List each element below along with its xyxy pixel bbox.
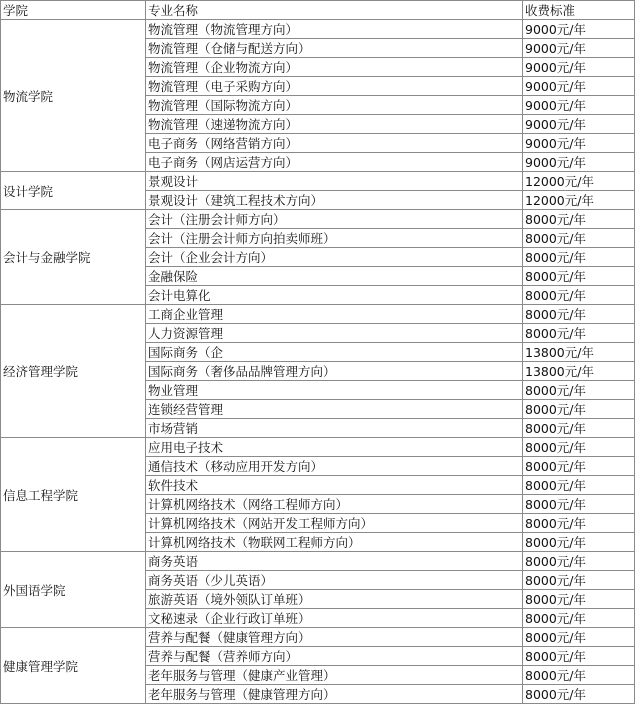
major-cell: 工商企业管理 bbox=[146, 305, 523, 324]
major-cell: 会计（企业会计方向） bbox=[146, 248, 523, 267]
major-cell: 电子商务（网店运营方向） bbox=[146, 153, 523, 172]
fee-cell: 8000元/年 bbox=[523, 590, 635, 609]
fee-cell: 8000元/年 bbox=[523, 305, 635, 324]
table-row bbox=[1, 628, 635, 647]
major-cell: 计算机网络技术（网络工程师方向） bbox=[146, 495, 523, 514]
major-cell: 老年服务与管理（健康管理方向） bbox=[146, 685, 523, 704]
major-cell: 物业管理 bbox=[146, 381, 523, 400]
major-cell: 计算机网络技术（物联网工程师方向） bbox=[146, 533, 523, 552]
major-cell: 老年服务与管理（健康产业管理） bbox=[146, 666, 523, 685]
major-cell: 营养与配餐（健康管理方向） bbox=[146, 628, 523, 647]
major-cell: 物流管理（国际物流方向） bbox=[146, 96, 523, 115]
major-cell: 电子商务（网络营销方向） bbox=[146, 134, 523, 153]
fee-cell: 8000元/年 bbox=[523, 210, 635, 229]
major-cell: 金融保险 bbox=[146, 267, 523, 286]
fee-cell: 12000元/年 bbox=[523, 191, 635, 210]
college-cell: 会计与金融学院 bbox=[1, 210, 146, 305]
table-row bbox=[1, 20, 635, 39]
college-cell: 经济管理学院 bbox=[1, 305, 146, 438]
major-cell: 会计（注册会计师方向） bbox=[146, 210, 523, 229]
fee-cell: 8000元/年 bbox=[523, 552, 635, 571]
major-cell: 软件技术 bbox=[146, 476, 523, 495]
major-cell: 景观设计 bbox=[146, 172, 523, 191]
fee-cell: 13800元/年 bbox=[523, 362, 635, 381]
fee-cell: 8000元/年 bbox=[523, 628, 635, 647]
fee-cell: 8000元/年 bbox=[523, 609, 635, 628]
major-cell: 市场营销 bbox=[146, 419, 523, 438]
major-cell: 营养与配餐（营养师方向） bbox=[146, 647, 523, 666]
table-row bbox=[1, 172, 635, 191]
fee-cell: 8000元/年 bbox=[523, 495, 635, 514]
fee-cell: 9000元/年 bbox=[523, 77, 635, 96]
fee-cell: 8000元/年 bbox=[523, 229, 635, 248]
header-college: 学院 bbox=[1, 1, 146, 20]
major-cell: 物流管理（电子采购方向） bbox=[146, 77, 523, 96]
fee-cell: 8000元/年 bbox=[523, 400, 635, 419]
major-cell: 物流管理（企业物流方向） bbox=[146, 58, 523, 77]
header-fee: 收费标准 bbox=[523, 1, 635, 20]
fee-cell: 8000元/年 bbox=[523, 438, 635, 457]
fee-cell: 12000元/年 bbox=[523, 172, 635, 191]
major-cell: 人力资源管理 bbox=[146, 324, 523, 343]
college-cell: 健康管理学院 bbox=[1, 628, 146, 704]
fee-cell: 9000元/年 bbox=[523, 39, 635, 58]
major-cell: 国际商务（企 bbox=[146, 343, 523, 362]
header-major: 专业名称 bbox=[146, 1, 523, 20]
table-row bbox=[1, 305, 635, 324]
table-row bbox=[1, 438, 635, 457]
major-cell: 景观设计（建筑工程技术方向） bbox=[146, 191, 523, 210]
fee-cell: 9000元/年 bbox=[523, 153, 635, 172]
fee-cell: 8000元/年 bbox=[523, 533, 635, 552]
fee-cell: 8000元/年 bbox=[523, 457, 635, 476]
table-body bbox=[1, 20, 635, 704]
table-row bbox=[1, 552, 635, 571]
fee-cell: 8000元/年 bbox=[523, 324, 635, 343]
major-cell: 商务英语 bbox=[146, 552, 523, 571]
college-cell: 外国语学院 bbox=[1, 552, 146, 628]
major-cell: 文秘速录（企业行政订单班） bbox=[146, 609, 523, 628]
fee-cell: 8000元/年 bbox=[523, 381, 635, 400]
fee-cell: 9000元/年 bbox=[523, 20, 635, 39]
fee-cell: 8000元/年 bbox=[523, 571, 635, 590]
major-cell: 物流管理（物流管理方向） bbox=[146, 20, 523, 39]
fee-cell: 9000元/年 bbox=[523, 58, 635, 77]
major-cell: 商务英语（少儿英语） bbox=[146, 571, 523, 590]
fee-cell: 8000元/年 bbox=[523, 267, 635, 286]
fee-cell: 8000元/年 bbox=[523, 419, 635, 438]
major-cell: 会计电算化 bbox=[146, 286, 523, 305]
major-cell: 物流管理（速递物流方向） bbox=[146, 115, 523, 134]
college-cell: 信息工程学院 bbox=[1, 438, 146, 552]
table-row bbox=[1, 210, 635, 229]
major-cell: 连锁经营管理 bbox=[146, 400, 523, 419]
fee-cell: 8000元/年 bbox=[523, 647, 635, 666]
fee-cell: 8000元/年 bbox=[523, 514, 635, 533]
fee-cell: 13800元/年 bbox=[523, 343, 635, 362]
fee-cell: 8000元/年 bbox=[523, 666, 635, 685]
major-cell: 旅游英语（境外领队订单班） bbox=[146, 590, 523, 609]
major-cell: 物流管理（仓储与配送方向） bbox=[146, 39, 523, 58]
header-row bbox=[1, 1, 635, 20]
major-cell: 通信技术（移动应用开发方向） bbox=[146, 457, 523, 476]
college-cell: 物流学院 bbox=[1, 20, 146, 172]
fee-cell: 9000元/年 bbox=[523, 96, 635, 115]
college-cell: 设计学院 bbox=[1, 172, 146, 210]
major-cell: 计算机网络技术（网站开发工程师方向） bbox=[146, 514, 523, 533]
major-cell: 会计（注册会计师方向拍卖师班） bbox=[146, 229, 523, 248]
major-cell: 国际商务（奢侈品品牌管理方向） bbox=[146, 362, 523, 381]
fee-cell: 9000元/年 bbox=[523, 134, 635, 153]
fee-cell: 8000元/年 bbox=[523, 685, 635, 704]
fee-cell: 8000元/年 bbox=[523, 286, 635, 305]
major-cell: 应用电子技术 bbox=[146, 438, 523, 457]
fee-cell: 9000元/年 bbox=[523, 115, 635, 134]
fee-cell: 8000元/年 bbox=[523, 476, 635, 495]
fee-cell: 8000元/年 bbox=[523, 248, 635, 267]
